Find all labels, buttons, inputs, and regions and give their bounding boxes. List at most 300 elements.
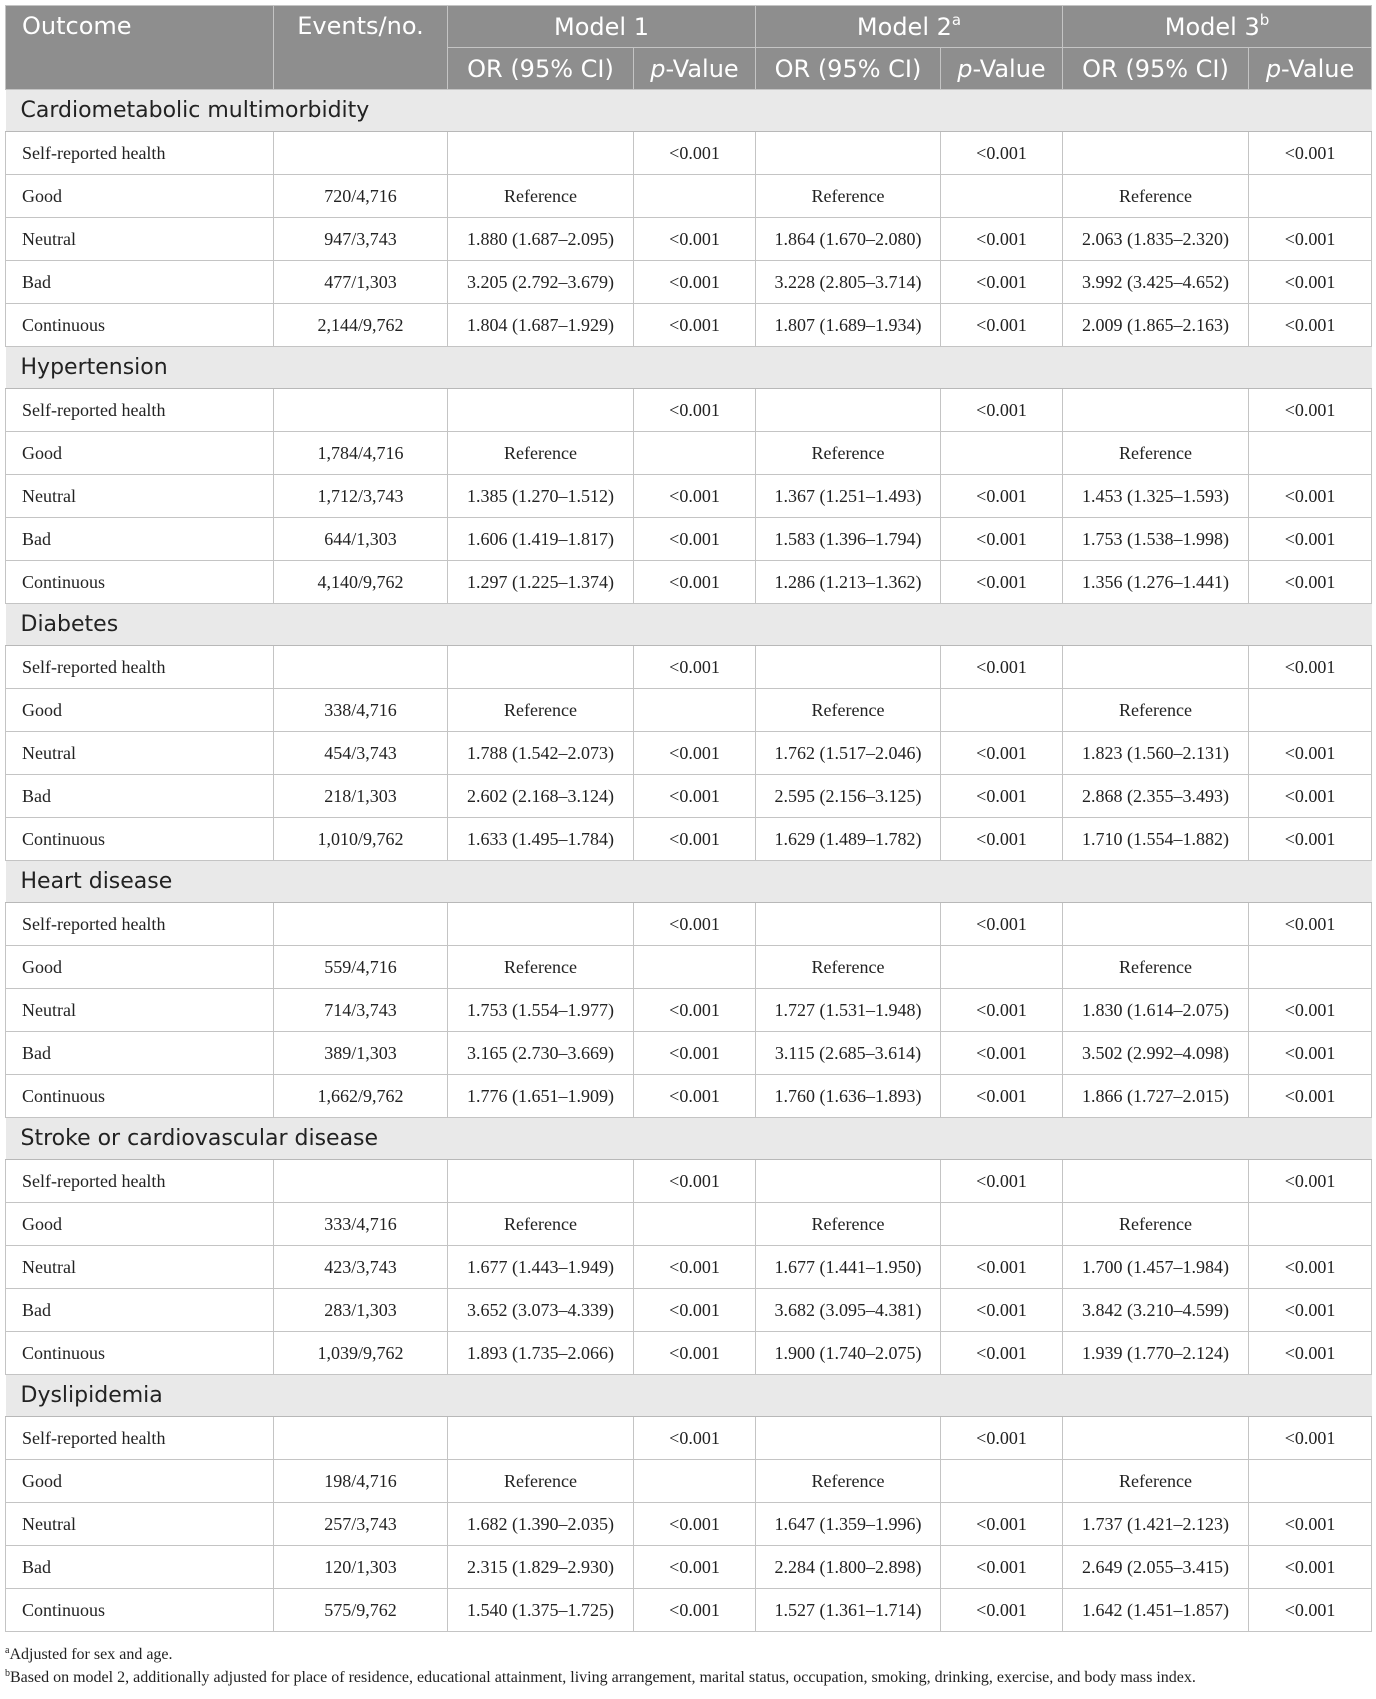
row-label: Continuous <box>6 1589 274 1632</box>
model2-p-cell <box>941 689 1063 732</box>
model1-or-cell: 1.682 (1.390–2.035) <box>448 1503 634 1546</box>
section-title: Diabetes <box>6 604 1372 646</box>
model1-p-cell: <0.001 <box>634 1417 756 1460</box>
row-label: Bad <box>6 1546 274 1589</box>
model3-p-cell <box>1249 175 1372 218</box>
model2-or-cell: 3.228 (2.805–3.714) <box>756 261 941 304</box>
model3-p-cell: <0.001 <box>1249 1332 1372 1375</box>
table-row <box>6 1032 1372 1075</box>
model1-or-cell: 1.385 (1.270–1.512) <box>448 475 634 518</box>
table-row <box>6 389 1372 432</box>
model3-p-cell <box>1249 1203 1372 1246</box>
model1-p-cell <box>634 432 756 475</box>
model1-p-cell: <0.001 <box>634 1075 756 1118</box>
footnote-a: $^a$Adjusted for sex and age. <box>5 1645 173 1663</box>
table-row <box>6 946 1372 989</box>
section-title: Heart disease <box>6 861 1372 903</box>
model1-p-cell: <0.001 <box>634 1032 756 1075</box>
model1-or-cell: Reference <box>448 432 634 475</box>
results-table <box>5 5 1372 1632</box>
table-row <box>6 1246 1372 1289</box>
model2-p-cell <box>941 432 1063 475</box>
model1-p-cell <box>634 1203 756 1246</box>
model2-p-cell: <0.001 <box>941 903 1063 946</box>
table-row <box>6 1075 1372 1118</box>
model3-or-cell: Reference <box>1063 432 1249 475</box>
model2-or-cell: 3.682 (3.095–4.381) <box>756 1289 941 1332</box>
events-cell: 423/3,743 <box>274 1246 448 1289</box>
events-cell: 575/9,762 <box>274 1589 448 1632</box>
table-row <box>6 689 1372 732</box>
header-model3: Model 3$^b$ <box>1063 6 1372 48</box>
model1-p-cell: <0.001 <box>634 818 756 861</box>
events-cell: 218/1,303 <box>274 775 448 818</box>
model3-p-cell: <0.001 <box>1249 1160 1372 1203</box>
model2-or-cell: 2.595 (2.156–3.125) <box>756 775 941 818</box>
model2-or-cell <box>756 132 941 175</box>
model3-or-cell <box>1063 903 1249 946</box>
model1-p-cell <box>634 1460 756 1503</box>
model1-p-cell: <0.001 <box>634 518 756 561</box>
events-cell: 720/4,716 <box>274 175 448 218</box>
model1-p-cell <box>634 175 756 218</box>
model3-or-cell: 1.753 (1.538–1.998) <box>1063 518 1249 561</box>
model2-or-cell: Reference <box>756 1203 941 1246</box>
row-label: Continuous <box>6 304 274 347</box>
model3-p-cell: <0.001 <box>1249 1246 1372 1289</box>
table-row <box>6 304 1372 347</box>
model3-p-cell: <0.001 <box>1249 732 1372 775</box>
model3-p-cell: <0.001 <box>1249 989 1372 1032</box>
model3-p-cell: <0.001 <box>1249 775 1372 818</box>
model1-p-cell: <0.001 <box>634 732 756 775</box>
model2-p-cell: <0.001 <box>941 1246 1063 1289</box>
table-row <box>6 989 1372 1032</box>
model1-or-cell: 1.893 (1.735–2.066) <box>448 1332 634 1375</box>
model2-or-cell: 1.762 (1.517–2.046) <box>756 732 941 775</box>
model3-or-cell: 1.453 (1.325–1.593) <box>1063 475 1249 518</box>
table-row <box>6 1203 1372 1246</box>
model3-p-cell: <0.001 <box>1249 1032 1372 1075</box>
model3-p-cell: <0.001 <box>1249 1589 1372 1632</box>
model2-or-cell <box>756 646 941 689</box>
table-row <box>6 475 1372 518</box>
model1-or-cell: 1.677 (1.443–1.949) <box>448 1246 634 1289</box>
events-cell <box>274 1160 448 1203</box>
model2-or-cell <box>756 903 941 946</box>
table-row <box>6 818 1372 861</box>
model2-or-cell: 1.629 (1.489–1.782) <box>756 818 941 861</box>
row-label: Continuous <box>6 1075 274 1118</box>
model2-p-cell: <0.001 <box>941 304 1063 347</box>
model3-or-cell <box>1063 132 1249 175</box>
row-label: Continuous <box>6 1332 274 1375</box>
header-model2: Model 2$^a$ <box>756 6 1063 48</box>
header-or-ci: OR (95% CI) <box>756 48 941 90</box>
model3-or-cell: 1.939 (1.770–2.124) <box>1063 1332 1249 1375</box>
section-header-row <box>6 861 1372 903</box>
row-label: Self-reported health <box>6 389 274 432</box>
model3-or-cell: Reference <box>1063 175 1249 218</box>
model2-p-cell: <0.001 <box>941 1032 1063 1075</box>
model2-p-cell: <0.001 <box>941 732 1063 775</box>
table-row <box>6 561 1372 604</box>
model1-p-cell: <0.001 <box>634 561 756 604</box>
model2-p-cell: <0.001 <box>941 261 1063 304</box>
model3-or-cell: 1.710 (1.554–1.882) <box>1063 818 1249 861</box>
model2-p-cell: <0.001 <box>941 518 1063 561</box>
row-label: Bad <box>6 775 274 818</box>
events-cell: 1,662/9,762 <box>274 1075 448 1118</box>
model3-or-cell: 3.992 (3.425–4.652) <box>1063 261 1249 304</box>
model1-or-cell: 2.602 (2.168–3.124) <box>448 775 634 818</box>
model2-or-cell: 2.284 (1.800–2.898) <box>756 1546 941 1589</box>
model2-or-cell <box>756 1160 941 1203</box>
row-label: Bad <box>6 1289 274 1332</box>
model3-p-cell: <0.001 <box>1249 304 1372 347</box>
model1-or-cell: 1.297 (1.225–1.374) <box>448 561 634 604</box>
section-title: Hypertension <box>6 347 1372 389</box>
row-label: Self-reported health <box>6 1160 274 1203</box>
model2-p-cell: <0.001 <box>941 1075 1063 1118</box>
model1-or-cell: 1.633 (1.495–1.784) <box>448 818 634 861</box>
events-cell: 1,784/4,716 <box>274 432 448 475</box>
row-label: Bad <box>6 518 274 561</box>
model2-p-cell: <0.001 <box>941 1546 1063 1589</box>
model3-or-cell: 2.063 (1.835–2.320) <box>1063 218 1249 261</box>
model1-or-cell <box>448 1417 634 1460</box>
model1-p-cell: <0.001 <box>634 475 756 518</box>
model2-p-cell: <0.001 <box>941 561 1063 604</box>
table-row <box>6 1503 1372 1546</box>
model3-p-cell: <0.001 <box>1249 218 1372 261</box>
model3-or-cell: 3.502 (2.992–4.098) <box>1063 1032 1249 1075</box>
row-label: Self-reported health <box>6 903 274 946</box>
row-label: Neutral <box>6 475 274 518</box>
events-cell: 1,010/9,762 <box>274 818 448 861</box>
model2-p-cell: <0.001 <box>941 218 1063 261</box>
row-label: Bad <box>6 261 274 304</box>
events-cell: 477/1,303 <box>274 261 448 304</box>
model2-p-cell: <0.001 <box>941 1332 1063 1375</box>
model1-or-cell: 2.315 (1.829–2.930) <box>448 1546 634 1589</box>
header-or-ci: OR (95% CI) <box>448 48 634 90</box>
header-p-value: p-Value <box>1249 48 1372 90</box>
model3-p-cell: <0.001 <box>1249 561 1372 604</box>
model2-or-cell: 1.727 (1.531–1.948) <box>756 989 941 1032</box>
model3-or-cell: Reference <box>1063 1460 1249 1503</box>
header-or-ci: OR (95% CI) <box>1063 48 1249 90</box>
model2-or-cell: Reference <box>756 946 941 989</box>
model3-p-cell: <0.001 <box>1249 261 1372 304</box>
model1-or-cell: 3.205 (2.792–3.679) <box>448 261 634 304</box>
model1-p-cell: <0.001 <box>634 1289 756 1332</box>
row-label: Good <box>6 946 274 989</box>
model1-or-cell: 3.652 (3.073–4.339) <box>448 1289 634 1332</box>
table-header <box>6 6 1372 90</box>
model1-or-cell: 1.753 (1.554–1.977) <box>448 989 634 1032</box>
model1-or-cell: Reference <box>448 946 634 989</box>
events-cell <box>274 132 448 175</box>
model2-p-cell: <0.001 <box>941 989 1063 1032</box>
model2-p-cell: <0.001 <box>941 646 1063 689</box>
events-cell: 1,712/3,743 <box>274 475 448 518</box>
table-row <box>6 1546 1372 1589</box>
row-label: Neutral <box>6 1503 274 1546</box>
model3-p-cell: <0.001 <box>1249 475 1372 518</box>
model1-p-cell: <0.001 <box>634 775 756 818</box>
model1-or-cell: 3.165 (2.730–3.669) <box>448 1032 634 1075</box>
model2-p-cell: <0.001 <box>941 818 1063 861</box>
model3-p-cell: <0.001 <box>1249 646 1372 689</box>
model2-or-cell: 1.677 (1.441–1.950) <box>756 1246 941 1289</box>
model1-or-cell <box>448 903 634 946</box>
model2-p-cell: <0.001 <box>941 475 1063 518</box>
model2-p-cell: <0.001 <box>941 1589 1063 1632</box>
model2-p-cell <box>941 1460 1063 1503</box>
table-row <box>6 1289 1372 1332</box>
model3-or-cell: 2.649 (2.055–3.415) <box>1063 1546 1249 1589</box>
model2-or-cell: Reference <box>756 1460 941 1503</box>
model3-p-cell: <0.001 <box>1249 1503 1372 1546</box>
table-row <box>6 903 1372 946</box>
model3-or-cell: 2.009 (1.865–2.163) <box>1063 304 1249 347</box>
model1-p-cell <box>634 946 756 989</box>
model1-or-cell <box>448 646 634 689</box>
model2-p-cell: <0.001 <box>941 132 1063 175</box>
model2-or-cell: 1.583 (1.396–1.794) <box>756 518 941 561</box>
table-row <box>6 1332 1372 1375</box>
model1-or-cell: 1.606 (1.419–1.817) <box>448 518 634 561</box>
table-row <box>6 646 1372 689</box>
table-row <box>6 518 1372 561</box>
model3-p-cell <box>1249 946 1372 989</box>
model2-p-cell: <0.001 <box>941 1160 1063 1203</box>
model1-or-cell <box>448 389 634 432</box>
table-row <box>6 732 1372 775</box>
events-cell: 198/4,716 <box>274 1460 448 1503</box>
events-cell: 283/1,303 <box>274 1289 448 1332</box>
model1-or-cell <box>448 132 634 175</box>
events-cell <box>274 646 448 689</box>
model2-p-cell: <0.001 <box>941 1503 1063 1546</box>
model3-or-cell: 2.868 (2.355–3.493) <box>1063 775 1249 818</box>
model2-or-cell: Reference <box>756 432 941 475</box>
model2-p-cell <box>941 175 1063 218</box>
header-events: Events/no. <box>274 6 448 90</box>
events-cell: 333/4,716 <box>274 1203 448 1246</box>
model3-p-cell: <0.001 <box>1249 1546 1372 1589</box>
model1-p-cell: <0.001 <box>634 646 756 689</box>
section-header-row <box>6 347 1372 389</box>
model2-or-cell <box>756 1417 941 1460</box>
section-title: Dyslipidemia <box>6 1375 1372 1417</box>
header-model1: Model 1 <box>448 6 756 48</box>
model3-p-cell: <0.001 <box>1249 1289 1372 1332</box>
table-row <box>6 132 1372 175</box>
model1-or-cell: 1.788 (1.542–2.073) <box>448 732 634 775</box>
section-title: Stroke or cardiovascular disease <box>6 1118 1372 1160</box>
row-label: Self-reported health <box>6 132 274 175</box>
model3-or-cell <box>1063 646 1249 689</box>
events-cell: 714/3,743 <box>274 989 448 1032</box>
model1-p-cell: <0.001 <box>634 304 756 347</box>
model2-or-cell: 1.807 (1.689–1.934) <box>756 304 941 347</box>
row-label: Good <box>6 175 274 218</box>
model2-p-cell: <0.001 <box>941 1289 1063 1332</box>
model1-p-cell: <0.001 <box>634 1546 756 1589</box>
events-cell: 1,039/9,762 <box>274 1332 448 1375</box>
model3-p-cell: <0.001 <box>1249 389 1372 432</box>
model3-p-cell: <0.001 <box>1249 132 1372 175</box>
table-row <box>6 1417 1372 1460</box>
header-p-value: p-Value <box>941 48 1063 90</box>
model3-p-cell: <0.001 <box>1249 1417 1372 1460</box>
model3-p-cell <box>1249 1460 1372 1503</box>
table-row <box>6 1589 1372 1632</box>
model1-or-cell: Reference <box>448 1203 634 1246</box>
model2-or-cell: 3.115 (2.685–3.614) <box>756 1032 941 1075</box>
model2-p-cell: <0.001 <box>941 1417 1063 1460</box>
row-label: Good <box>6 689 274 732</box>
model3-p-cell <box>1249 432 1372 475</box>
model1-p-cell: <0.001 <box>634 989 756 1032</box>
table-row <box>6 1160 1372 1203</box>
section-title: Cardiometabolic multimorbidity <box>6 90 1372 132</box>
model1-or-cell: Reference <box>448 175 634 218</box>
model1-or-cell: Reference <box>448 1460 634 1503</box>
model3-p-cell: <0.001 <box>1249 518 1372 561</box>
model3-or-cell <box>1063 1160 1249 1203</box>
model1-p-cell: <0.001 <box>634 903 756 946</box>
table-row <box>6 175 1372 218</box>
model2-p-cell: <0.001 <box>941 389 1063 432</box>
model2-or-cell <box>756 389 941 432</box>
events-cell: 389/1,303 <box>274 1032 448 1075</box>
model3-or-cell: 1.866 (1.727–2.015) <box>1063 1075 1249 1118</box>
model2-or-cell: 1.647 (1.359–1.996) <box>756 1503 941 1546</box>
model1-p-cell: <0.001 <box>634 1160 756 1203</box>
model3-or-cell: Reference <box>1063 1203 1249 1246</box>
model1-or-cell: Reference <box>448 689 634 732</box>
row-label: Neutral <box>6 732 274 775</box>
events-cell: 338/4,716 <box>274 689 448 732</box>
events-cell <box>274 389 448 432</box>
model1-or-cell <box>448 1160 634 1203</box>
table-row <box>6 1460 1372 1503</box>
row-label: Neutral <box>6 218 274 261</box>
row-label: Continuous <box>6 818 274 861</box>
events-cell: 257/3,743 <box>274 1503 448 1546</box>
table-row <box>6 261 1372 304</box>
events-cell: 947/3,743 <box>274 218 448 261</box>
model3-or-cell: 1.737 (1.421–2.123) <box>1063 1503 1249 1546</box>
model1-or-cell: 1.804 (1.687–1.929) <box>448 304 634 347</box>
row-label: Continuous <box>6 561 274 604</box>
model3-p-cell: <0.001 <box>1249 1075 1372 1118</box>
model3-or-cell: 1.830 (1.614–2.075) <box>1063 989 1249 1032</box>
events-cell <box>274 903 448 946</box>
section-header-row <box>6 1118 1372 1160</box>
model3-p-cell <box>1249 689 1372 732</box>
results-table-container <box>5 5 1371 1632</box>
model3-or-cell: Reference <box>1063 689 1249 732</box>
events-cell <box>274 1417 448 1460</box>
footnotes <box>5 1643 1371 1689</box>
events-cell: 644/1,303 <box>274 518 448 561</box>
model3-or-cell <box>1063 389 1249 432</box>
model2-or-cell: Reference <box>756 689 941 732</box>
model3-or-cell: 1.356 (1.276–1.441) <box>1063 561 1249 604</box>
table-row <box>6 218 1372 261</box>
model1-or-cell: 1.776 (1.651–1.909) <box>448 1075 634 1118</box>
row-label: Good <box>6 432 274 475</box>
model1-p-cell: <0.001 <box>634 218 756 261</box>
model2-or-cell: 1.900 (1.740–2.075) <box>756 1332 941 1375</box>
model2-or-cell: 1.527 (1.361–1.714) <box>756 1589 941 1632</box>
model2-or-cell: 1.367 (1.251–1.493) <box>756 475 941 518</box>
footnote-b: $^b$Based on model 2, additionally adjusted for place of residence, educational attainment, living arrangement, marital status, occupation, smoking, drinking, exercise, and body mass index. <box>5 1668 1196 1686</box>
model3-or-cell: 3.842 (3.210–4.599) <box>1063 1289 1249 1332</box>
events-cell: 559/4,716 <box>274 946 448 989</box>
section-header-row <box>6 1375 1372 1417</box>
table-row <box>6 775 1372 818</box>
model3-p-cell: <0.001 <box>1249 818 1372 861</box>
model3-or-cell: Reference <box>1063 946 1249 989</box>
model2-p-cell: <0.001 <box>941 775 1063 818</box>
model2-or-cell: 1.760 (1.636–1.893) <box>756 1075 941 1118</box>
model2-or-cell: Reference <box>756 175 941 218</box>
header-outcome: Outcome <box>6 6 274 90</box>
events-cell: 2,144/9,762 <box>274 304 448 347</box>
model1-p-cell: <0.001 <box>634 132 756 175</box>
model1-or-cell: 1.540 (1.375–1.725) <box>448 1589 634 1632</box>
section-header-row <box>6 604 1372 646</box>
model2-or-cell: 1.864 (1.670–2.080) <box>756 218 941 261</box>
row-label: Good <box>6 1460 274 1503</box>
row-label: Good <box>6 1203 274 1246</box>
model1-p-cell: <0.001 <box>634 1246 756 1289</box>
model3-or-cell <box>1063 1417 1249 1460</box>
model1-p-cell: <0.001 <box>634 261 756 304</box>
model1-p-cell: <0.001 <box>634 1503 756 1546</box>
row-label: Self-reported health <box>6 646 274 689</box>
events-cell: 4,140/9,762 <box>274 561 448 604</box>
section-header-row <box>6 90 1372 132</box>
model2-or-cell: 1.286 (1.213–1.362) <box>756 561 941 604</box>
model2-p-cell <box>941 946 1063 989</box>
row-label: Self-reported health <box>6 1417 274 1460</box>
model1-p-cell: <0.001 <box>634 1332 756 1375</box>
model3-or-cell: 1.823 (1.560–2.131) <box>1063 732 1249 775</box>
model3-or-cell: 1.642 (1.451–1.857) <box>1063 1589 1249 1632</box>
model1-p-cell <box>634 689 756 732</box>
row-label: Neutral <box>6 1246 274 1289</box>
events-cell: 454/3,743 <box>274 732 448 775</box>
events-cell: 120/1,303 <box>274 1546 448 1589</box>
model1-p-cell: <0.001 <box>634 389 756 432</box>
table-body <box>6 90 1372 1632</box>
header-p-value: p-Value <box>634 48 756 90</box>
row-label: Neutral <box>6 989 274 1032</box>
table-row <box>6 432 1372 475</box>
row-label: Bad <box>6 1032 274 1075</box>
model3-p-cell: <0.001 <box>1249 903 1372 946</box>
model3-or-cell: 1.700 (1.457–1.984) <box>1063 1246 1249 1289</box>
model2-p-cell <box>941 1203 1063 1246</box>
model1-p-cell: <0.001 <box>634 1589 756 1632</box>
model1-or-cell: 1.880 (1.687–2.095) <box>448 218 634 261</box>
